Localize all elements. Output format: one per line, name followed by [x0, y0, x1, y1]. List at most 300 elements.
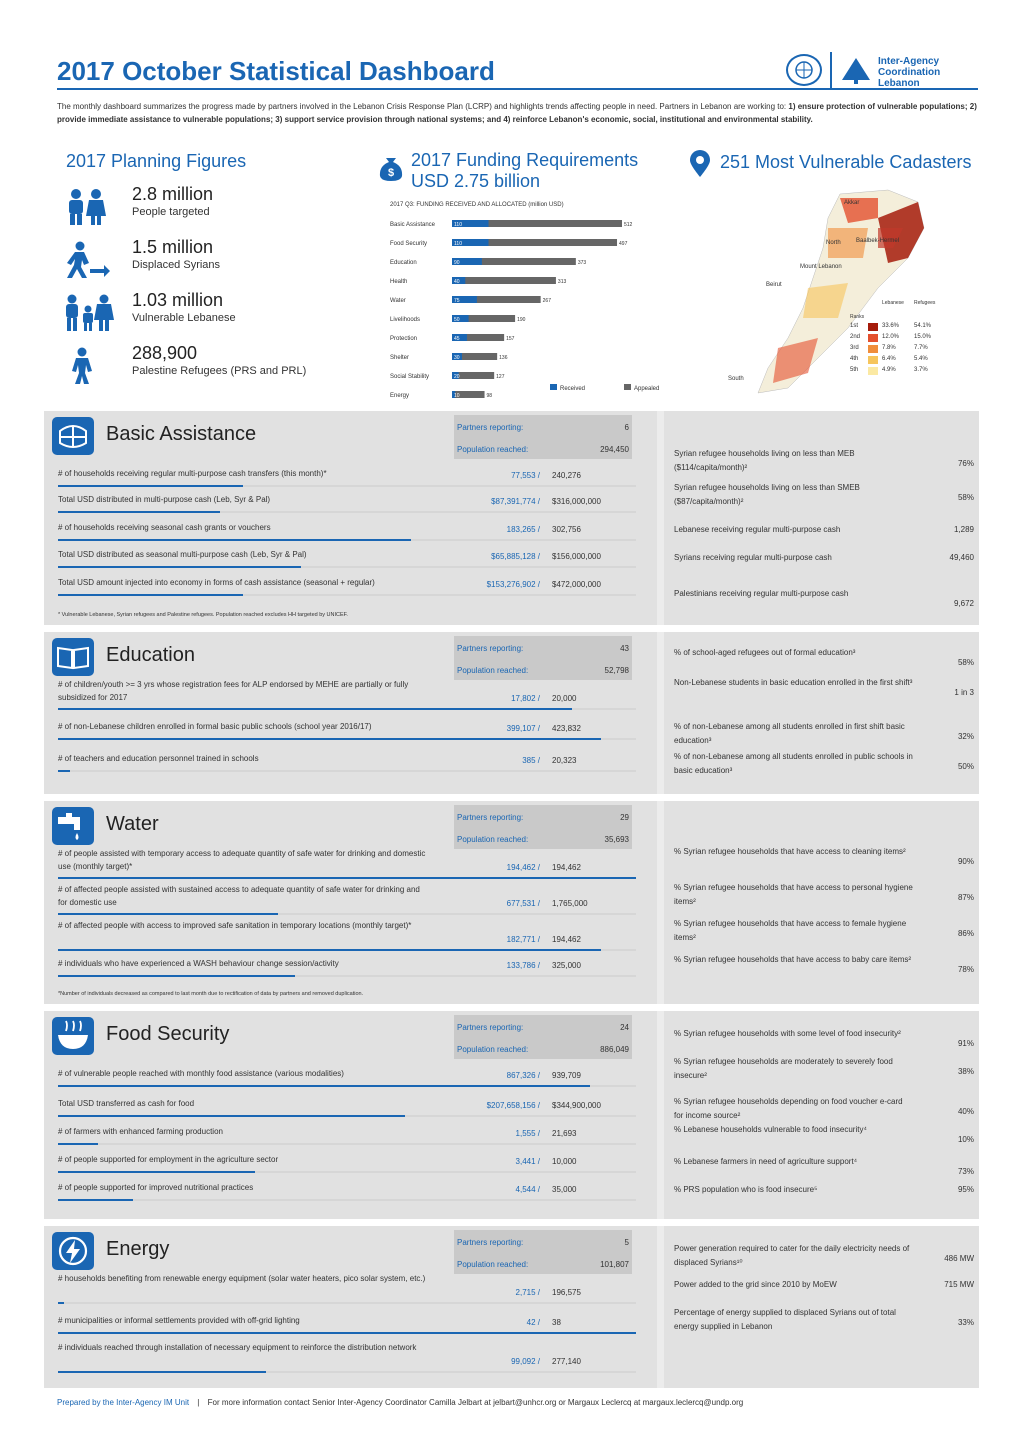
- context-label: Power generation required to cater for the daily electricity needs of displaced Syrians¹⁰: [674, 1244, 910, 1267]
- category-label: Protection: [390, 336, 418, 342]
- indicator-target: 194,462: [552, 935, 581, 944]
- category-label: Health: [390, 279, 408, 285]
- context-label: % Syrian refugee households that have access to cleaning items²: [674, 847, 906, 856]
- indicator-row: [58, 847, 638, 875]
- rank-lebanese: 6.4%: [882, 356, 896, 362]
- context-label: % of non-Lebanese among all students enrolled in public schools in basic education³: [674, 752, 913, 775]
- indicator-row: [58, 1341, 638, 1369]
- received-label: 30: [454, 355, 460, 361]
- context-label: % PRS population who is food insecure⁵: [674, 1185, 818, 1194]
- bar-appealed: [452, 277, 556, 284]
- indicator-label: # of children/youth >= 3 yrs whose registration fees for ALP endorsed by MEHE are partially or fully subsidized for 2017: [58, 680, 409, 702]
- progress-fill: [58, 1115, 405, 1117]
- context-row: [674, 720, 974, 750]
- indicator-label: # of affected people assisted with sustained access to adequate quantity of safe water for drinking and for domestic use: [58, 885, 420, 907]
- context-label: Syrian refugee households living on less than MEB ($114/capita/month)²: [674, 449, 855, 472]
- indicator-target: 21,693: [552, 1129, 577, 1138]
- indicator-reached: 2,715 /: [515, 1288, 540, 1297]
- progress-fill: [58, 1085, 590, 1087]
- indicator-reached: 183,265 /: [506, 525, 540, 534]
- progress-track: [58, 738, 636, 740]
- person-icon: [62, 347, 114, 385]
- org-name: Inter-Agency Coordination Lebanon: [878, 56, 941, 89]
- indicator-reached: 133,786 /: [506, 961, 540, 970]
- appealed-label: 98: [486, 393, 493, 399]
- indicator-reached: 399,107 /: [506, 724, 540, 733]
- received-label: 50: [454, 317, 460, 323]
- indicator-target: 240,276: [552, 471, 581, 480]
- progress-fill: [58, 566, 301, 568]
- indicator-row: [58, 1125, 638, 1153]
- indicator-label: # of non-Lebanese children enrolled in formal basic public schools (school year 2016/17): [58, 722, 372, 731]
- planning-item: [62, 237, 342, 283]
- sector-food-security: [44, 1011, 979, 1219]
- context-value: 1,289: [953, 525, 974, 534]
- indicator-reached: 194,462 /: [506, 863, 540, 872]
- sector-title: Food Security: [106, 1023, 230, 1045]
- indicator-reached: $207,658,156 /: [486, 1101, 540, 1110]
- indicator-reached: $153,276,902 /: [486, 580, 540, 589]
- context-value: 49,460: [949, 553, 974, 562]
- sector-title: Basic Assistance: [106, 423, 257, 445]
- legend-label: Received: [560, 386, 586, 392]
- context-value: 715 MW: [944, 1280, 974, 1289]
- sector-footnote: *Number of individuals decreased as compared to last month due to rectification of data by partners and removed duplication.: [58, 991, 364, 997]
- context-label: Syrians receiving regular multi-purpose cash: [674, 553, 832, 562]
- indicator-target: 939,709: [552, 1071, 581, 1080]
- context-value: 486 MW: [944, 1254, 974, 1263]
- planning-item: [62, 343, 342, 389]
- category-label: Shelter: [390, 355, 410, 361]
- indicator-label: Total USD amount injected into economy in forms of cash assistance (seasonal + regular): [58, 578, 375, 587]
- planning-label: People targeted: [132, 206, 210, 218]
- category-label: Social Stability: [390, 374, 430, 380]
- legend-col-lebanese: Lebanese: [882, 300, 904, 306]
- received-label: 110: [454, 241, 462, 247]
- indicator-row: [58, 576, 638, 604]
- rank-label: 4th: [850, 356, 859, 362]
- funding-heading: 2017 Funding Requirements: [411, 150, 639, 170]
- progress-track: [58, 975, 636, 977]
- population-value: 294,450: [600, 445, 629, 454]
- sector-footnote: * Vulnerable Lebanese, Syrian refugees and Palestine refugees. Population reached excludes HH targeted by UNICEF.: [58, 612, 348, 618]
- sector-energy: [44, 1226, 979, 1388]
- indicator-label: Total USD distributed in multi-purpose cash (Leb, Syr & Pal): [58, 495, 271, 504]
- context-label: Power added to the grid since 2010 by MoEW: [674, 1280, 837, 1289]
- context-row: [674, 1278, 974, 1308]
- population-value: 886,049: [600, 1045, 629, 1054]
- sector-context: [664, 801, 979, 1004]
- sector-indicators: [44, 632, 657, 794]
- indicator-target: 196,575: [552, 1288, 581, 1297]
- money-bag-icon: [378, 152, 404, 182]
- indicator-target: 1,765,000: [552, 899, 588, 908]
- page-title: 2017 October Statistical Dashboard: [57, 56, 495, 86]
- context-label: % Syrian refugee households that have access to personal hygiene items²: [674, 883, 913, 906]
- contact-text: For more information contact Senior Inter-Agency Coordinator Camilla Jelbart at jelbart@unhcr.org or Margaux Leclercq at margaux.leclercq@undp.org: [207, 1398, 744, 1407]
- sector-stats: [454, 1230, 632, 1274]
- progress-track: [58, 539, 636, 541]
- sector-context: [664, 632, 979, 794]
- context-label: % Syrian refugee households that have access to baby care items²: [674, 955, 912, 964]
- partners-value: 29: [620, 813, 629, 822]
- progress-fill: [58, 770, 70, 772]
- context-value: 91%: [957, 1039, 974, 1048]
- progress-fill: [58, 539, 411, 541]
- indicator-row: [58, 678, 638, 706]
- planning-label: Palestine Refugees (PRS and PRL): [132, 365, 307, 377]
- context-row: [674, 1242, 974, 1272]
- context-label: % Syrian refugee households are moderately to severely food insecure²: [674, 1057, 893, 1080]
- map-pin-icon: [688, 150, 712, 178]
- appealed-label: 373: [577, 260, 587, 266]
- population-label: Population reached:: [457, 1045, 529, 1054]
- appealed-label: 157: [506, 336, 515, 342]
- sector-context: [664, 1226, 979, 1388]
- partners-value: 24: [620, 1023, 629, 1032]
- indicator-label: # of teachers and education personnel trained in schools: [58, 754, 259, 763]
- appealed-label: 267: [542, 298, 551, 304]
- legend-rank-row: [850, 333, 978, 344]
- population-value: 101,807: [600, 1260, 629, 1269]
- indicator-target: 325,000: [552, 961, 581, 970]
- sector-context: [664, 411, 979, 625]
- people-targeted-icon: [62, 188, 114, 226]
- funding-bar-chart: [388, 212, 678, 404]
- partners-value: 43: [620, 644, 629, 653]
- lebanon-map: [728, 188, 978, 396]
- context-value: 10%: [957, 1135, 974, 1144]
- partners-value: 5: [624, 1238, 629, 1247]
- context-value: 50%: [957, 762, 974, 771]
- indicator-reached: 1,555 /: [515, 1129, 540, 1138]
- context-row: [674, 953, 974, 983]
- appealed-label: 497: [619, 241, 628, 247]
- partners-label: Partners reporting:: [457, 813, 524, 822]
- rank-refugees: 7.7%: [914, 345, 928, 351]
- indicator-label: # of people assisted with temporary access to adequate quantity of safe water for drinking and domestic use (monthly target)*: [58, 849, 426, 871]
- context-value: 95%: [957, 1185, 974, 1194]
- progress-track: [58, 1085, 636, 1087]
- indicator-target: 277,140: [552, 1357, 581, 1366]
- context-label: Syrian refugee households living on less than SMEB ($87/capita/month)²: [674, 483, 860, 506]
- indicator-reached: 677,531 /: [506, 899, 540, 908]
- indicator-target: 20,323: [552, 756, 577, 765]
- progress-fill: [58, 1332, 636, 1334]
- rank-swatch: [868, 345, 878, 353]
- indicator-row: [58, 521, 638, 549]
- prepared-by: Prepared by the Inter-Agency IM Unit: [57, 1398, 190, 1407]
- progress-track: [58, 913, 636, 915]
- context-value: 9,672: [953, 599, 974, 608]
- appealed-label: 190: [517, 317, 526, 323]
- indicator-label: # of affected people with access to improved safe sanitation in temporary locations (monthly target)*: [58, 921, 412, 930]
- map-region-label: Mount Lebanon: [800, 264, 842, 270]
- rank-swatch: [868, 356, 878, 364]
- water-tap-icon: [52, 807, 94, 845]
- indicator-row: [58, 1153, 638, 1181]
- context-value: 38%: [957, 1067, 974, 1076]
- planning-value: 2.8 million: [132, 184, 214, 204]
- context-row: [674, 646, 974, 676]
- logo-separator: [830, 52, 832, 88]
- indicator-label: # of vulnerable people reached with monthly food assistance (various modalities): [58, 1069, 344, 1078]
- context-row: [674, 1123, 974, 1153]
- indicator-reached: 77,553 /: [511, 471, 540, 480]
- sector-stats: [454, 805, 632, 849]
- intro-text: [57, 100, 978, 126]
- population-label: Population reached:: [457, 1260, 529, 1269]
- indicator-row: [58, 1067, 638, 1095]
- basic-assistance-icon: [52, 417, 94, 455]
- progress-track: [58, 566, 636, 568]
- population-label: Population reached:: [457, 445, 529, 454]
- progress-track: [58, 949, 636, 951]
- funding-chart-title: 2017 Q3: FUNDING RECEIVED AND ALLOCATED (million USD): [390, 202, 564, 208]
- category-label: Basic Assistance: [390, 222, 436, 228]
- rank-swatch: [868, 323, 878, 331]
- progress-track: [58, 708, 636, 710]
- indicator-row: [58, 1097, 638, 1125]
- rank-lebanese: 12.0%: [882, 334, 900, 340]
- rank-swatch: [868, 334, 878, 342]
- progress-track: [58, 877, 636, 879]
- indicator-label: # of people supported for improved nutritional practices: [58, 1183, 254, 1192]
- context-value: 78%: [957, 965, 974, 974]
- title-divider: [57, 88, 978, 90]
- rank-lebanese: 7.8%: [882, 345, 896, 351]
- legend-swatch: [550, 384, 557, 390]
- progress-fill: [58, 1371, 266, 1373]
- indicator-label: # of households receiving seasonal cash grants or vouchers: [58, 523, 271, 532]
- context-row: [674, 750, 974, 780]
- context-value: 40%: [957, 1107, 974, 1116]
- population-label: Population reached:: [457, 666, 529, 675]
- indicator-label: Total USD transferred as cash for food: [58, 1099, 195, 1108]
- context-label: % of school-aged refugees out of formal education³: [674, 648, 856, 657]
- indicator-reached: 182,771 /: [506, 935, 540, 944]
- planning-value: 1.5 million: [132, 237, 214, 257]
- planning-heading: 2017 Planning Figures: [66, 151, 247, 171]
- sector-title: Energy: [106, 1238, 170, 1260]
- category-label: Water: [390, 298, 406, 304]
- category-label: Education: [390, 260, 417, 266]
- indicator-target: $316,000,000: [552, 497, 601, 506]
- received-label: 20: [454, 374, 460, 380]
- map-region-label: Baalbek-Hermel: [856, 238, 900, 244]
- logos: [786, 52, 981, 88]
- partners-label: Partners reporting:: [457, 1238, 524, 1247]
- received-label: 10: [454, 393, 460, 399]
- sector-indicators: [44, 1226, 657, 1388]
- rank-label: 2nd: [850, 334, 861, 340]
- indicator-target: 10,000: [552, 1157, 577, 1166]
- sector-context: [664, 1011, 979, 1219]
- sector-water: [44, 801, 979, 1004]
- context-row: [674, 1183, 974, 1213]
- indicator-label: # municipalities or informal settlements provided with off-grid lighting: [58, 1316, 300, 1325]
- indicator-label: # individuals who have experienced a WASH behaviour change session/activity: [58, 959, 339, 968]
- planning-item: [62, 184, 342, 230]
- progress-track: [58, 1171, 636, 1173]
- sector-indicators: [44, 411, 657, 625]
- context-row: [674, 1155, 974, 1185]
- rank-label: 1st: [850, 323, 859, 329]
- intro-paragraph: The monthly dashboard summarizes the progress made by partners involved in the Lebanon Crisis Response Plan (LCRP) and highlights trends affecting people in need. Partners in Lebanon are working to:: [57, 102, 787, 111]
- map-region-label: Akkar: [844, 200, 860, 206]
- rank-label: 3rd: [850, 345, 859, 351]
- category-label: Food Security: [390, 241, 428, 247]
- sector-title: Education: [106, 644, 195, 666]
- indicator-row: [58, 548, 638, 576]
- footer: [57, 1398, 743, 1407]
- received-label: 40: [454, 279, 460, 285]
- map-region-label: North: [826, 240, 841, 246]
- context-row: [674, 1027, 974, 1057]
- population-value: 35,693: [604, 835, 629, 844]
- indicator-reached: 3,441 /: [515, 1157, 540, 1166]
- context-value: 87%: [957, 893, 974, 902]
- received-label: 110: [454, 222, 462, 228]
- partners-value: 6: [624, 423, 629, 432]
- planning-label: Displaced Syrians: [132, 259, 221, 271]
- legend-rank-row: [850, 344, 978, 355]
- indicator-row: [58, 1181, 638, 1209]
- progress-fill: [58, 913, 278, 915]
- legend-rank-row: [850, 366, 978, 377]
- indicator-label: # of farmers with enhanced farming production: [58, 1127, 223, 1136]
- planning-value: 288,900: [132, 343, 198, 363]
- indicator-row: [58, 919, 638, 947]
- context-row: [674, 1055, 974, 1085]
- indicator-target: 35,000: [552, 1185, 577, 1194]
- appealed-label: 512: [624, 222, 633, 228]
- context-value: 76%: [957, 459, 974, 468]
- appealed-label: 136: [499, 355, 508, 361]
- context-label: Palestinians receiving regular multi-purpose cash: [674, 589, 849, 598]
- indicator-row: [58, 883, 638, 911]
- category-label: Energy: [390, 393, 410, 399]
- context-row: [674, 917, 974, 947]
- indicator-row: [58, 1314, 638, 1342]
- indicator-target: $156,000,000: [552, 552, 601, 561]
- planning-item: [62, 290, 342, 336]
- legend-rank-row: [850, 322, 978, 333]
- progress-fill: [58, 1199, 133, 1201]
- rank-label: 5th: [850, 367, 859, 373]
- context-value: 86%: [957, 929, 974, 938]
- indicator-target: 194,462: [552, 863, 581, 872]
- progress-fill: [58, 975, 295, 977]
- progress-track: [58, 1115, 636, 1117]
- cedar-icon: [840, 56, 872, 84]
- intro-objectives: 1) ensure protection of vulnerable populations; 2) provide immediate assistance to vulnerable populations; 3) support service provision through national systems; and 4) reinforce Lebanon's economic, social, institutional and environmental stability.: [57, 102, 977, 124]
- progress-fill: [58, 594, 243, 596]
- indicator-label: # households benefiting from renewable energy equipment (solar water heaters, pico solar system, etc.): [58, 1274, 426, 1283]
- sector-basic-assistance: [44, 411, 979, 625]
- progress-track: [58, 1332, 636, 1334]
- progress-track: [58, 770, 636, 772]
- progress-fill: [58, 485, 243, 487]
- indicator-row: [58, 720, 638, 748]
- indicator-row: [58, 1272, 638, 1300]
- sector-indicators: [44, 1011, 657, 1219]
- map-region-label: Beirut: [766, 282, 782, 288]
- progress-track: [58, 1143, 636, 1145]
- indicator-row: [58, 493, 638, 521]
- received-label: 45: [454, 336, 460, 342]
- context-label: % Lebanese farmers in need of agriculture support⁴: [674, 1157, 858, 1166]
- book-icon: [52, 638, 94, 676]
- planning-value: 1.03 million: [132, 290, 224, 310]
- sector-title: Water: [106, 813, 159, 835]
- context-label: Lebanese receiving regular multi-purpose cash: [674, 525, 841, 534]
- context-row: [674, 587, 974, 617]
- progress-fill: [58, 1171, 255, 1173]
- context-label: % Syrian refugee households with some level of food insecurity²: [674, 1029, 901, 1038]
- progress-fill: [58, 1302, 64, 1304]
- population-label: Population reached:: [457, 835, 529, 844]
- indicator-target: $344,900,000: [552, 1101, 601, 1110]
- progress-track: [58, 594, 636, 596]
- cadasters-heading: 251 Most Vulnerable Cadasters: [720, 152, 972, 172]
- indicator-reached: $65,885,128 /: [491, 552, 540, 561]
- rank-refugees: 5.4%: [914, 356, 928, 362]
- indicator-reached: 17,802 /: [511, 694, 540, 703]
- indicator-reached: 385 /: [522, 756, 540, 765]
- indicator-label: # individuals reached through installation of necessary equipment to reinforce the distribution network: [58, 1343, 417, 1352]
- progress-track: [58, 511, 636, 513]
- context-row: [674, 676, 974, 706]
- appealed-label: 127: [496, 374, 505, 380]
- planning-label: Vulnerable Lebanese: [132, 312, 236, 324]
- context-label: Percentage of energy supplied to displaced Syrians out of total energy supplied in Lebanon: [674, 1308, 896, 1331]
- progress-fill: [58, 877, 636, 879]
- progress-fill: [58, 949, 601, 951]
- legend-ranks-header: Ranks: [850, 314, 865, 320]
- rank-swatch: [868, 367, 878, 375]
- legend-label: Appealed: [634, 386, 660, 392]
- category-label: Livelihoods: [390, 317, 421, 323]
- partners-label: Partners reporting:: [457, 423, 524, 432]
- appealed-label: 313: [557, 279, 567, 285]
- partners-label: Partners reporting:: [457, 644, 524, 653]
- sector-education: [44, 632, 979, 794]
- sector-indicators: [44, 801, 657, 1004]
- progress-track: [58, 1199, 636, 1201]
- displaced-person-icon: [62, 241, 114, 279]
- indicator-target: 20,000: [552, 694, 577, 703]
- indicator-row: [58, 752, 638, 780]
- indicator-row: [58, 467, 638, 495]
- footer-separator: |: [197, 1398, 200, 1407]
- indicator-label: Total USD distributed as seasonal multi-purpose cash (Leb, Syr & Pal): [58, 550, 307, 559]
- context-label: % Lebanese households vulnerable to food insecurity⁴: [674, 1125, 867, 1134]
- context-label: % Syrian refugee households that have access to female hygiene items²: [674, 919, 907, 942]
- received-label: 75: [454, 298, 460, 304]
- sector-stats: [454, 415, 632, 459]
- indicator-label: # of people supported for employment in the agriculture sector: [58, 1155, 279, 1164]
- indicator-target: $472,000,000: [552, 580, 601, 589]
- sector-stats: [454, 636, 632, 680]
- progress-track: [58, 485, 636, 487]
- context-label: % Syrian refugee households depending on food voucher e-card for income source²: [674, 1097, 903, 1120]
- context-value: 33%: [957, 1318, 974, 1327]
- context-row: [674, 481, 974, 511]
- map-region-label: South: [728, 376, 744, 382]
- rank-refugees: 54.1%: [914, 323, 932, 329]
- rank-refugees: 15.0%: [914, 334, 932, 340]
